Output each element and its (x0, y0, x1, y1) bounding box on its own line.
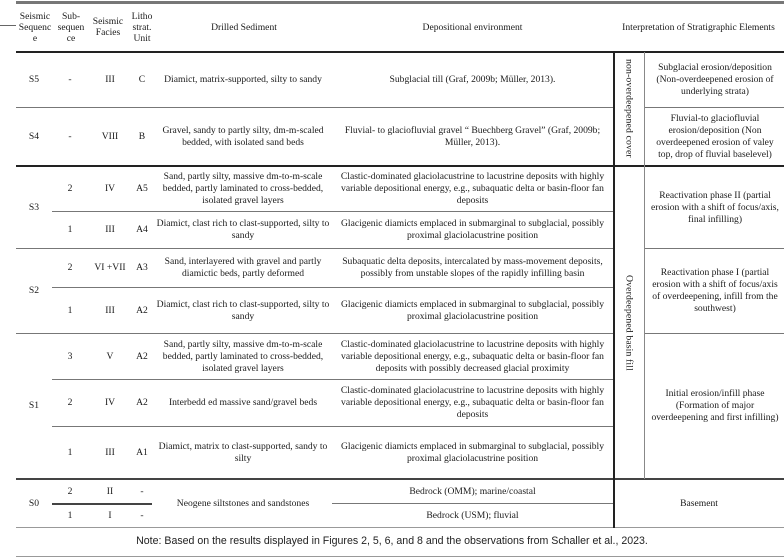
sub-cell: 1 (67, 446, 73, 458)
header-depositional-environment: Depositional environment (422, 21, 523, 33)
row-divider (332, 503, 613, 504)
sediment-cell: Gravel, sandy to partly silty, dm-m-scaled bedded, with isolated sand beds (162, 124, 324, 148)
sediment-cell: Diamict, clast rich to clast-supported, silty to sandy (156, 218, 330, 241)
sub-cell: 2 (67, 397, 73, 408)
header-seismic-facies: Seismic Facies (92, 16, 124, 38)
litho-cell: A4 (136, 224, 148, 235)
sediment-cell: Interbedd ed massive sand/gravel beds (168, 397, 318, 408)
environment-cell: Bedrock (USM); fluvial (426, 510, 519, 521)
environment-cell: Glacigenic diamicts emplaced in submarginal to subglacial, possibly proximal glaciolacustrine position (340, 298, 605, 322)
facies-cell: IV (104, 397, 116, 408)
litho-cell: A1 (136, 446, 148, 458)
environment-cell: Clastic-dominated glaciolacustrine to lacustrine deposits with highly variable depositional energy, e.g., subaquatic delta or basin-floor fan deposits (340, 171, 605, 206)
group-label-cover (614, 52, 644, 165)
footer-border (16, 556, 784, 557)
sub-cell: 2 (67, 183, 73, 194)
facies-cell: I (108, 510, 112, 521)
group-label-basin-fill-text: Overdeepened basin fill (623, 274, 635, 371)
sub-cell: 1 (67, 224, 73, 235)
left-tick (0, 25, 16, 26)
sediment-cell: Neogene siltstones and sandstones (176, 497, 310, 509)
environment-cell: Clastic-dominated glaciolacustrine to lacustrine deposits with highly variable depositional energy, e.g., subaquatic delta or basin-floor fan deposits with possibly decreased glacial proximity (340, 338, 605, 374)
table-bottom-border (16, 527, 784, 528)
facies-cell: III (105, 224, 115, 235)
facies-cell: III (105, 446, 115, 458)
seq-cell: S4 (28, 130, 40, 142)
interpretation-cell: Fluvial-to glaciofluvial erosion/deposition (Non overdeepened erosion of valey top, drop of fluvial baselevel) (656, 112, 774, 160)
litho-cell: - (140, 485, 144, 497)
sub-cell: 1 (67, 510, 73, 521)
facies-cell: V (106, 350, 114, 362)
environment-cell: Clastic-dominated glaciolacustrine to lacustrine deposits with highly variable depositional energy, e.g., subaquatic delta or basin-floor fan deposits (340, 385, 605, 420)
litho-cell: A3 (136, 262, 148, 273)
facies-cell: III (105, 304, 115, 316)
facies-cell: IV (104, 183, 116, 194)
sediment-cell: Sand, interlayered with gravel and partly diamictic beds, partly deformed (164, 256, 322, 279)
litho-cell: B (138, 130, 146, 142)
interpretation-cell: Subglacial erosion/deposition (Non-overdeepened erosion of underlying strata) (656, 62, 774, 97)
interpretation-cell: Initial erosion/infill phase (Formation of major overdeepening and first infilling) (651, 388, 779, 423)
seq-cell: S1 (28, 400, 40, 411)
facies-cell: II (106, 485, 114, 497)
sediment-cell: Diamict, clast rich to clast-supported, silty to sandy (156, 298, 330, 322)
header-seismic-sequence: Seismic Sequenc e (18, 10, 52, 44)
sediment-cell: Diamict, matrix to clast-supported, sandy to silty (158, 440, 328, 464)
seq-cell: S0 (28, 497, 40, 509)
header-litho-unit: Litho strat. Unit (131, 10, 153, 44)
sub-cell: 1 (67, 304, 73, 316)
header-drilled-sediment: Drilled Sediment (211, 21, 277, 33)
litho-cell: A2 (136, 350, 148, 362)
environment-cell: Subaquatic delta deposits, intercalated by mass-movement deposits, possibly from unstable slopes of the rapidly infilling basin (342, 256, 603, 279)
sub-cell: - (68, 130, 72, 142)
sediment-cell: Sand, partly silty, massive dm-to-m-scale bedded, partly laminated to cross-bedded, isolated gravel layers (162, 171, 324, 206)
litho-cell: A2 (136, 397, 148, 408)
interpretation-cell-basement: Basement (680, 497, 718, 509)
column-divider (644, 52, 645, 479)
group-label-basin-fill (614, 167, 644, 478)
group-label-cover-text: non-overdeepened cover (623, 59, 635, 158)
facies-cell: VIII (101, 130, 119, 142)
seq-cell: S2 (28, 285, 40, 296)
environment-cell: Bedrock (OMM); marine/coastal (409, 485, 536, 497)
sub-cell: 2 (67, 485, 73, 497)
litho-cell: A2 (136, 304, 148, 316)
litho-cell: A5 (136, 183, 148, 194)
interpretation-cell: Reactivation phase II (partial erosion with a shift of focus/axis, final infilling) (651, 189, 779, 225)
litho-cell: - (140, 510, 144, 521)
sediment-cell: Sand, partly silty, massive dm-to-m-scale bedded, partly laminated to cross-bedded, isolated gravel layers (162, 338, 324, 374)
header-interpretation: Interpretation of Stratigraphic Elements (622, 21, 775, 33)
litho-cell: C (138, 74, 146, 85)
environment-cell: Fluvial- to glaciofluvial gravel “ Buechberg Gravel” (Graf, 2009b; Müller, 2013). (344, 124, 601, 148)
table-note: Note: Based on the results displayed in Figures 2, 5, 6, and 8 and the observations from Schaller et al., 2023. (136, 535, 648, 547)
facies-cell: VI +VII (94, 262, 126, 273)
header-sub-sequence: Sub- sequen ce (57, 10, 85, 44)
facies-cell: III (105, 74, 115, 85)
interpretation-cell: Reactivation phase I (partial erosion with a shift of focus/axis of overdeepening, infill from the southwest) (652, 267, 778, 314)
sub-cell: 3 (67, 350, 73, 362)
sediment-cell: Diamict, matrix-supported, silty to sandy (164, 74, 322, 85)
sub-cell: 2 (67, 262, 73, 273)
seq-cell: S3 (28, 201, 40, 213)
environment-cell: Subglacial till (Graf, 2009b; Müller, 2013). (389, 74, 556, 85)
environment-cell: Glacigenic diamicts emplaced in submarginal to subglacial, possibly proximal glaciolacustrine position (340, 218, 605, 241)
environment-cell: Glacigenic diamicts emplaced in submarginal to subglacial, possibly proximal glaciolacustrine position (340, 440, 605, 464)
sub-cell: - (68, 74, 72, 85)
seq-cell: S5 (28, 74, 40, 85)
